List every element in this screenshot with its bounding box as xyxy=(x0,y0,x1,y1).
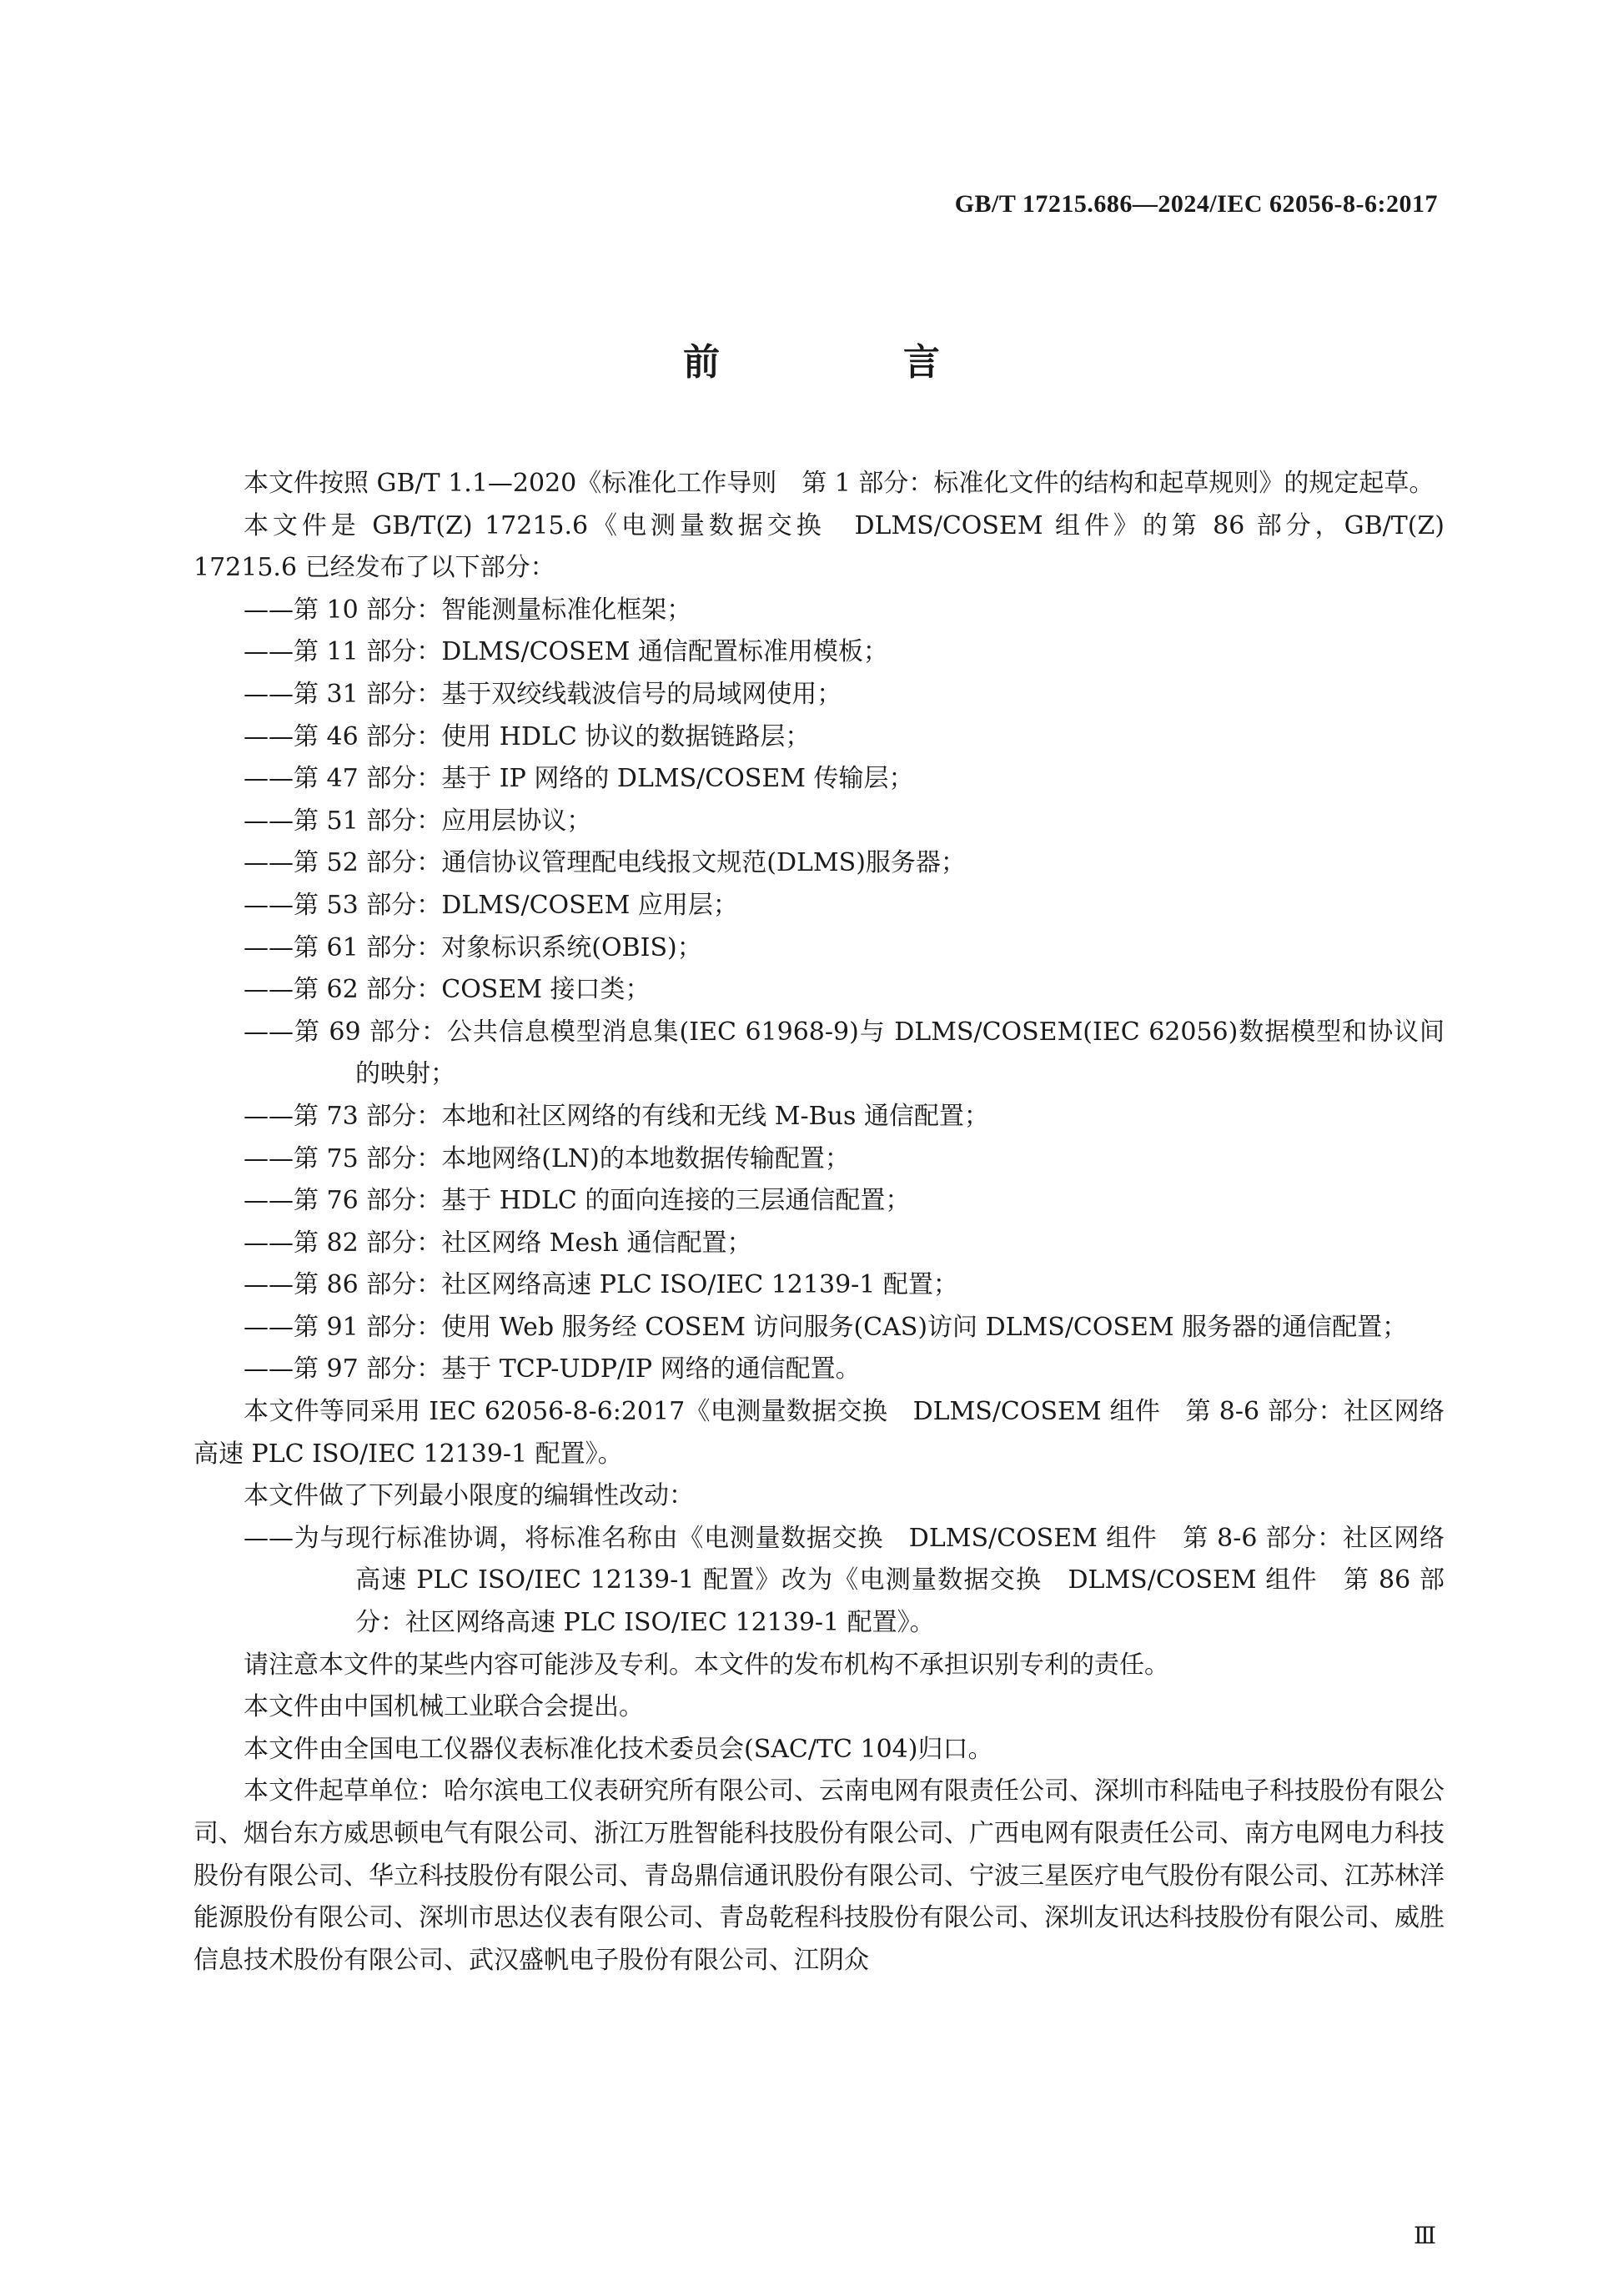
list-item: ——第 76 部分：基于 HDLC 的面向连接的三层通信配置； xyxy=(244,1186,911,1216)
page-title: 前 言 xyxy=(683,341,1013,384)
list-item: ——第 52 部分：通信协议管理配电线报文规范(DLMS)服务器； xyxy=(244,848,966,878)
list-item: ——第 31 部分：基于双绞线载波信号的局域网使用； xyxy=(244,679,842,709)
list-item: ——第 61 部分：对象标识系统(OBIS)； xyxy=(244,932,702,962)
list-item: ——第 10 部分：智能测量标准化框架； xyxy=(244,595,692,625)
jurisdiction-statement: 本文件由全国电工仪器仪表标准化技术委员会(SAC/TC 104)归口。 xyxy=(244,1734,993,1764)
list-item: ——第 51 部分：应用层协议； xyxy=(244,806,592,836)
editorial-changes-intro: 本文件做了下列最小限度的编辑性改动： xyxy=(244,1481,694,1511)
list-item: ——第 91 部分：使用 Web 服务经 COSEM 访问服务(CAS)访问 DLMS/COSEM 服务器的通信配置； xyxy=(244,1312,1408,1342)
standard-number: GB/T 17215.686—2024/IEC 62056-8-6:2017 xyxy=(954,190,1438,218)
proposed-by: 本文件由中国机械工业联合会提出。 xyxy=(244,1692,644,1722)
drafting-basis-paragraph: 本文件按照 GB/T 1.1—2020《标准化工作导则 第 1 部分：标准化文件的结构和起草规则》的规定起草。 xyxy=(244,469,1435,498)
adoption-paragraph: 本文件等同采用 IEC 62056-8-6:2017《电测量数据交换 DLMS/COSEM 组件 第 8-6 部分：社区网络高速 PLC ISO/IEC 12139-1 配置》。 xyxy=(193,1397,1445,1469)
list-item: ——第 11 部分：DLMS/COSEM 通信配置标准用模板； xyxy=(244,637,888,667)
list-item: ——第 46 部分：使用 HDLC 协议的数据链路层； xyxy=(244,721,811,751)
list-item: ——第 62 部分：COSEM 接口类； xyxy=(244,975,651,1005)
patent-notice: 请注意本文件的某些内容可能涉及专利。本文件的发布机构不承担识别专利的责任。 xyxy=(244,1650,1169,1680)
editorial-change-item: ——为与现行标准协调，将标准名称由《电测量数据交换 DLMS/COSEM 组件 第 8-6 部分：社区网络高速 PLC ISO/IEC 12139-1 配置》改为《电测量数据交换 DLMS/COSEM 组件 第 86 部分：社区网络高速 PLC ISO/IEC 12139-1 配置》。 xyxy=(244,1523,1445,1638)
list-item: ——第 69 部分：公共信息模型消息集(IEC 61968-9)与 DLMS/COSEM(IEC 62056)数据模型和协议间的映射； xyxy=(244,1017,1445,1089)
series-intro-paragraph: 本文件是 GB/T(Z) 17215.6《电测量数据交换 DLMS/COSEM 组件》的第 86 部分，GB/T(Z) 17215.6 已经发布了以下部分： xyxy=(193,510,1445,583)
document-body xyxy=(193,463,1445,1982)
drafting-units-paragraph: 本文件起草单位：哈尔滨电工仪表研究所有限公司、云南电网有限责任公司、深圳市科陆电子科技股份有限公司、烟台东方威思顿电气有限公司、浙江万胜智能科技股份有限公司、广西电网有限责任公司、南方电网电力科技股份有限公司、华立科技股份有限公司、青岛鼎信通讯股份有限公司、宁波三星医疗电气股份有限公司、江苏林洋能源股份有限公司、深圳市思达仪表有限公司、青岛乾程科技股份有限公司、深圳友讯达科技股份有限公司、威胜信息技术股份有限公司、武汉盛帆电子股份有限公司、江阴众 xyxy=(193,1776,1445,1975)
page-number: Ⅲ xyxy=(1413,2223,1436,2249)
list-item: ——第 73 部分：本地和社区网络的有线和无线 M-Bus 通信配置； xyxy=(244,1101,989,1131)
list-item: ——第 86 部分：社区网络高速 PLC ISO/IEC 12139-1 配置； xyxy=(244,1270,958,1300)
parts-list xyxy=(193,590,1445,1391)
list-item: ——第 53 部分：DLMS/COSEM 应用层； xyxy=(244,890,738,920)
list-item: ——第 97 部分：基于 TCP-UDP/IP 网络的通信配置。 xyxy=(244,1354,861,1384)
list-item: ——第 82 部分：社区网络 Mesh 通信配置； xyxy=(244,1228,752,1258)
list-item: ——第 47 部分：基于 IP 网络的 DLMS/COSEM 传输层； xyxy=(244,764,914,794)
list-item: ——第 75 部分：本地网络(LN)的本地数据传输配置； xyxy=(244,1143,850,1173)
